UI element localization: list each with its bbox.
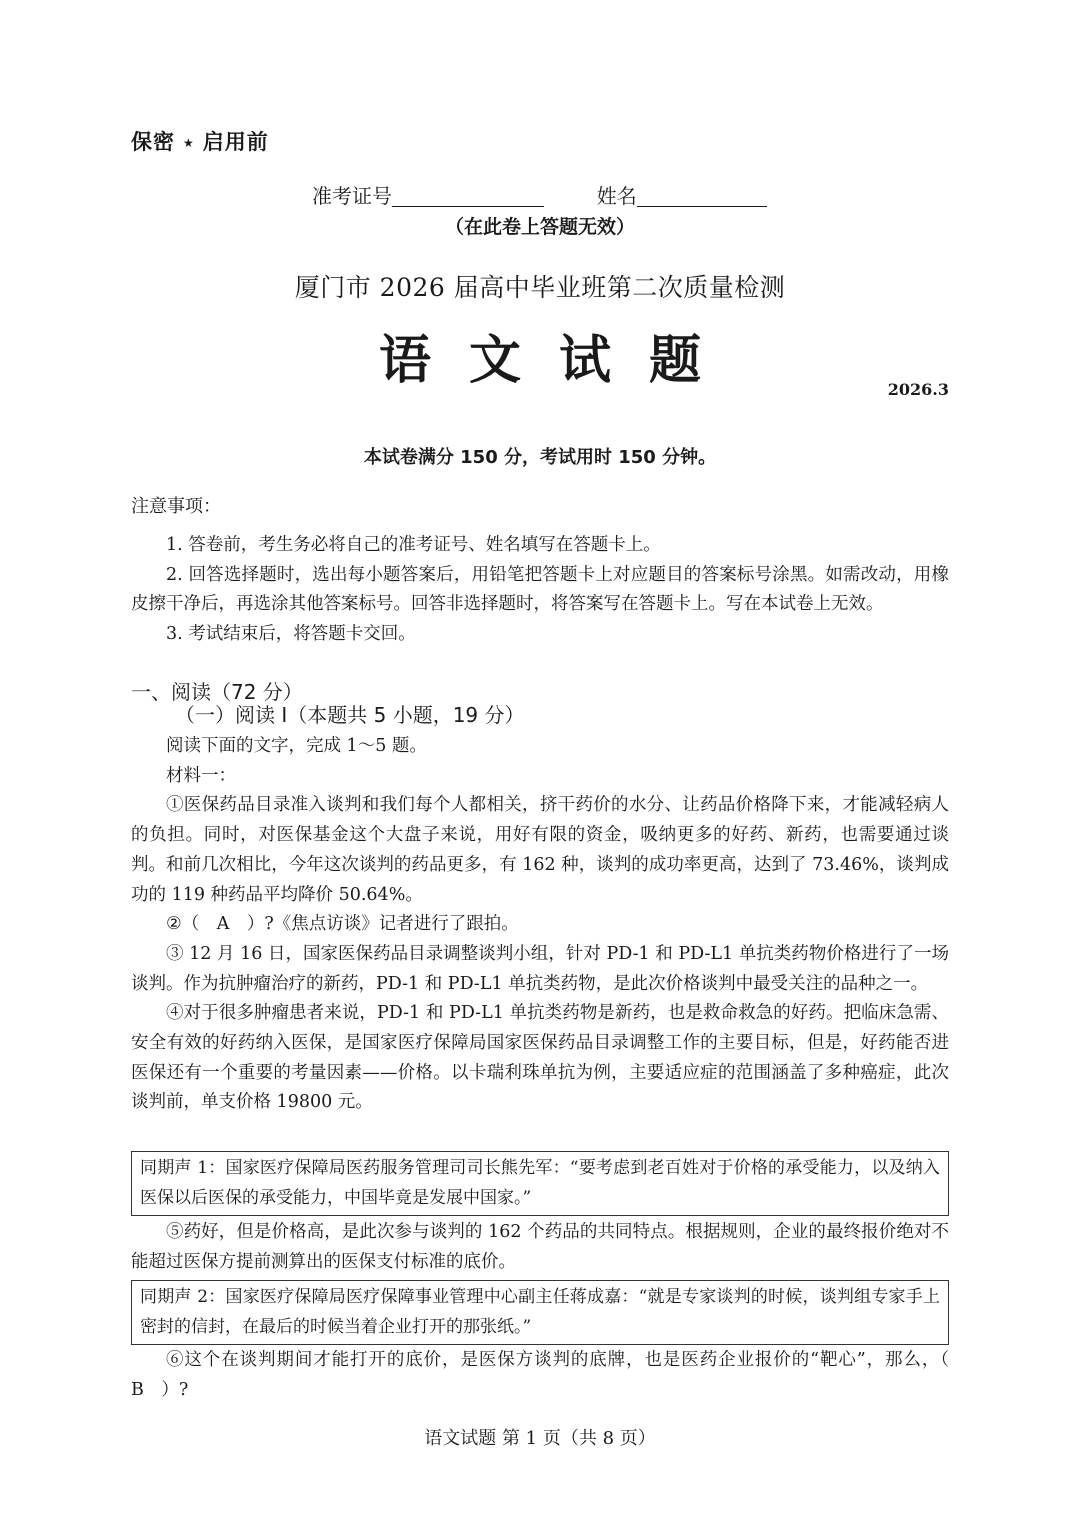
paragraph-1: ①医保药品目录准入谈判和我们每个人都相关，挤干药价的水分、让药品价格降下来，才能减轻病人的负担。同时，对医保基金这个大盘子来说，用好有限的资金，吸纳更多的好药、新药，也需要通过谈判。和前几次相比，今年这次谈判的药品更多，有 162 种，谈判的成功率更高，达到了 73.46%，谈判成功的 119 种药品平均降价 50.64%。 xyxy=(131,795,949,905)
passage-block-2 xyxy=(131,1218,949,1277)
section-heading: 一、阅读（72 分） xyxy=(131,680,303,704)
before-use-label: 启用前 xyxy=(202,130,269,154)
paragraph-5: ⑤药好，但是价格高，是此次参与谈判的 162 个药品的共同特点。根据规则，企业的最终报价绝对不能超过医保方提前测算出的医保支付标准的底价。 xyxy=(131,1222,949,1272)
notice-item: 2. 回答选择题时，选出每小题答案后，用铅笔把答题卡上对应题目的答案标号涂黑。如需改动，用橡皮擦干净后，再选涂其他答案标号。回答非选择题时，将答案写在答题卡上。写在本试卷上无效。 xyxy=(131,564,949,615)
passage-block-1 xyxy=(131,732,949,1118)
passage-block-3 xyxy=(131,1346,967,1405)
exam-id-blank xyxy=(392,184,544,207)
star-icon: ★ xyxy=(183,136,195,150)
not-valid-note: （在此卷上答题无效） xyxy=(444,216,635,238)
subsection-heading: （一）阅读 I（本题共 5 小题，19 分） xyxy=(175,703,525,727)
paragraph-4: ④对于很多肿瘤患者来说，PD-1 和 PD-L1 单抗类药物是新药，也是救命救急的好药。把临床急需、安全有效的好药纳入医保，是国家医疗保障局国家医保药品目录调整工作的主要目标，但是，好药能否进医保还有一个重要的考量因素——价格。以卡瑞利珠单抗为例，主要适应症的范围涵盖了多种癌症，此次谈判前，单支价格 19800 元。 xyxy=(131,1003,949,1113)
full-mark-note: 本试卷满分 150 分，考试用时 150 分钟。 xyxy=(363,447,717,468)
notice-item: 3. 考试结束后，将答题卡交回。 xyxy=(166,624,416,645)
notice-list xyxy=(131,531,949,650)
material-label: 材料一： xyxy=(166,765,236,786)
subject-title: 语文试题 xyxy=(378,331,739,391)
notice-title: 注意事项： xyxy=(131,496,221,517)
name-label: 姓名 xyxy=(596,184,637,208)
page-footer: 语文试题 第 1 页（共 8 页） xyxy=(424,1428,656,1449)
confidential-mark xyxy=(131,126,269,156)
paragraph-6: ⑥这个在谈判期间才能打开的底价，是医保方谈判的底牌，也是医药企业报价的“靶心”，那么，（ B ）? xyxy=(131,1350,967,1400)
paragraph-2: ②（ A ）?《焦点访谈》记者进行了跟拍。 xyxy=(166,914,519,935)
exam-title: 厦门市 2026 届高中毕业班第二次质量检测 xyxy=(294,273,786,302)
instruction: 阅读下面的文字，完成 1～5 题。 xyxy=(166,736,427,756)
name-blank xyxy=(637,184,767,207)
sound-bite-box-2: 同期声 2：国家医疗保障局医疗保障事业管理中心副主任蒋成嘉：“就是专家谈判的时候，谈判组专家手上密封的信封，在最后的时候当着企业打开的那张纸。” xyxy=(131,1280,949,1345)
sound-bite-box-1: 同期声 1：国家医疗保障局医药服务管理司司长熊先军：“要考虑到老百姓对于价格的承受能力，以及纳入医保以后医保的承受能力，中国毕竟是发展中国家。” xyxy=(131,1151,949,1216)
candidate-info-line xyxy=(312,180,767,209)
exam-id-label: 准考证号 xyxy=(312,184,392,208)
notice-item: 1. 答卷前，考生务必将自己的准考证号、姓名填写在答题卡上。 xyxy=(166,535,661,555)
paragraph-3: ③ 12 月 16 日，国家医保药品目录调整谈判小组，针对 PD-1 和 PD-L1 单抗类药物价格进行了一场谈判。作为抗肿瘤治疗的新药，PD-1 和 PD-L1 单抗类药物，是此次价格谈判中最受关注的品种之一。 xyxy=(131,943,949,994)
confidential-label: 保密 xyxy=(131,130,175,154)
exam-date: 2026.3 xyxy=(887,380,949,399)
